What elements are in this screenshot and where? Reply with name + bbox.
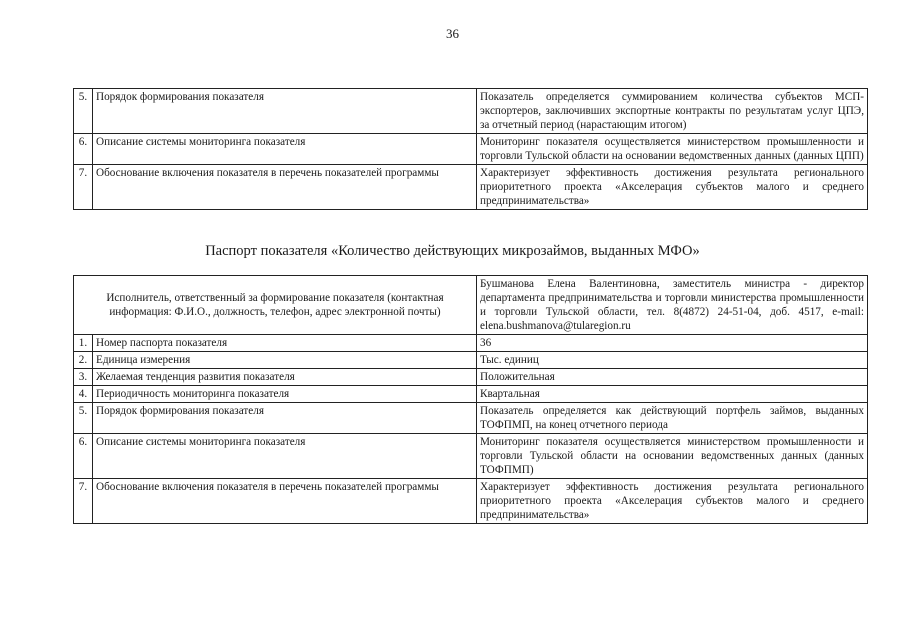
row-label: Описание системы мониторинга показателя [93,434,477,479]
row-number: 7. [74,479,93,524]
row-label: Обоснование включения показателя в перечень показателей программы [93,165,477,210]
row-number: 6. [74,134,93,165]
row-number: 2. [74,352,93,369]
row-value: Мониторинг показателя осуществляется министерством промышленности и торговли Тульской области на основании ведомственных данных (данных ЦПП) [477,134,868,165]
row-value: Положительная [477,369,868,386]
row-value: Характеризует эффективность достижения результата регионального приоритетного проекта «Акселерация субъектов малого и среднего предпринимательства» [477,479,868,524]
table-row [74,335,868,352]
row-value: Тыс. единиц [477,352,868,369]
table-row [74,352,868,369]
row-label: Единица измерения [93,352,477,369]
row-label: Номер паспорта показателя [93,335,477,352]
executor-contact: Бушманова Елена Валентиновна, заместитель министра - директор департамента предпринимательства и торговли министерства промышленности и торговли Тульской области, тел. 8(4872) 24-51-04, доб. 4517, e-mail: elena.bushmanova@tularegion.ru [477,276,868,335]
page-number: 36 [446,26,459,41]
table-row [74,434,868,479]
row-number: 1. [74,335,93,352]
row-value: Показатель определяется суммированием количества субъектов МСП-экспортеров, заключивших экспортные контракты по результатам услуг ЦПЭ, за отчетный период (нарастающим итогом) [477,89,868,134]
indicator-table-continued [73,88,868,210]
row-number: 5. [74,403,93,434]
row-number: 5. [74,89,93,134]
table-row [74,479,868,524]
row-label: Периодичность мониторинга показателя [93,386,477,403]
table-row [74,403,868,434]
row-label: Обоснование включения показателя в перечень показателей программы [93,479,477,524]
row-value: Квартальная [477,386,868,403]
row-value: Показатель определяется как действующий портфель займов, выданных ТОФПМП, на конец отчетного периода [477,403,868,434]
table-row [74,134,868,165]
row-number: 4. [74,386,93,403]
row-value: 36 [477,335,868,352]
row-label: Порядок формирования показателя [93,89,477,134]
table-row [74,165,868,210]
executor-label: Исполнитель, ответственный за формирование показателя (контактная информация: Ф.И.О., должность, телефон, адрес электронной почты) [74,276,477,335]
table-row [74,89,868,134]
row-value: Характеризует эффективность достижения результата регионального приоритетного проекта «Акселерация субъектов малого и среднего предпринимательства» [477,165,868,210]
row-value: Мониторинг показателя осуществляется министерством промышленности и торговли Тульской области на основании ведомственных данных (данных ТОФПМП) [477,434,868,479]
executor-row [74,276,868,335]
row-label: Порядок формирования показателя [93,403,477,434]
row-label: Описание системы мониторинга показателя [93,134,477,165]
table-row [74,369,868,386]
indicator-passport-table [73,275,868,524]
row-number: 7. [74,165,93,210]
row-number: 3. [74,369,93,386]
passport-title: Паспорт показателя «Количество действующих микрозаймов, выданных МФО» [205,243,700,259]
row-label: Желаемая тенденция развития показателя [93,369,477,386]
row-number: 6. [74,434,93,479]
table-row [74,386,868,403]
